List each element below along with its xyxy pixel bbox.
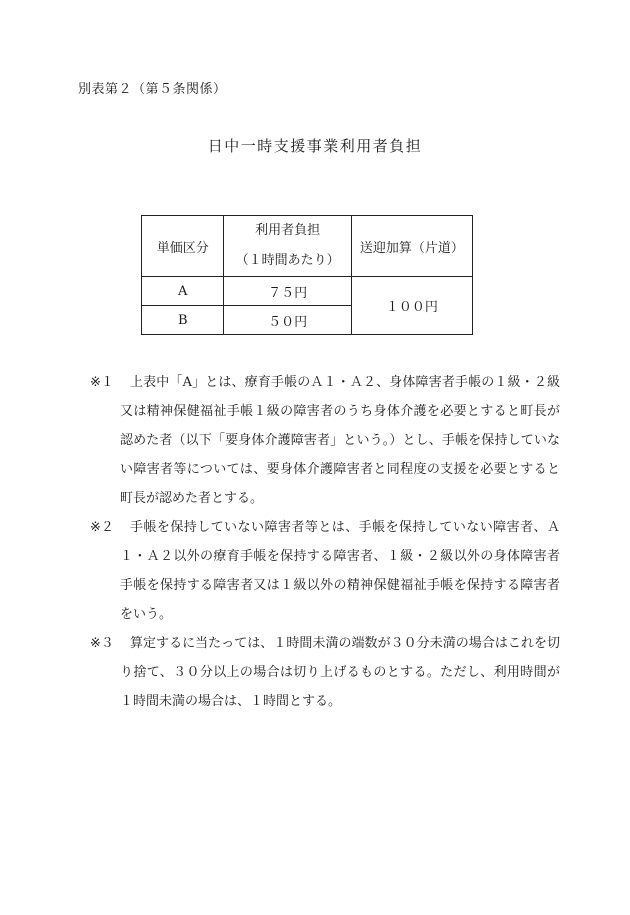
note-3-text: 算定するに当たっては、１時間未満の端数が３０分未満の場合はこれを切り捨て、３０分以上の場合は切り上げるものとする。ただし、利用時間が１時間未満の場合は、１時間とする。 [120,636,560,709]
note-2 [90,513,560,629]
note-3-mark: ※３ [90,636,114,651]
fee-table [141,215,473,335]
note-1 [90,368,560,513]
note-1-text: 上表中「A」とは、療育手帳のＡ１・Ａ２、身体障害者手帳の１級・２級又は精神保健福祉手帳１級の障害者のうち身体介護を必要とすると町長が認めた者（以下「要身体介護障害者」という。）とし、手帳を保持していない障害者等については、要身体介護障害者と同程度の支援を必要とすると町長が認めた者とする。 [120,375,560,506]
notes-list [90,368,560,716]
note-1-mark: ※１ [90,375,114,390]
header-user-burden [224,216,351,277]
note-2-mark: ※２ [90,520,114,535]
row-b-burden: ５０円 [224,306,351,335]
row-a-category: A [142,277,224,306]
header-user-burden-line1: 利用者負担 [255,223,321,238]
header-transport: 送迎加算（片道） [351,216,472,277]
row-a-burden: ７５円 [224,277,351,306]
appendix-reference: 別表第２（第５条関係） [78,82,227,97]
fee-table-header-row [142,216,473,277]
header-category: 単価区分 [142,216,224,277]
table-row-a [142,277,473,306]
note-3 [90,629,560,716]
row-b-category: B [142,306,224,335]
transport-value: １００円 [351,277,472,335]
header-user-burden-line2: （１時間あたり） [235,253,340,268]
document-title: 日中一時支援事業利用者負担 [207,137,423,155]
note-2-text: 手帳を保持していない障害者等とは、手帳を保持していない障害者、Ａ１・Ａ２以外の療育手帳を保持する障害者、１級・２級以外の身体障害者手帳を保持する障害者又は１級以外の精神保健福祉手帳を保持する障害者をいう。 [120,520,560,622]
